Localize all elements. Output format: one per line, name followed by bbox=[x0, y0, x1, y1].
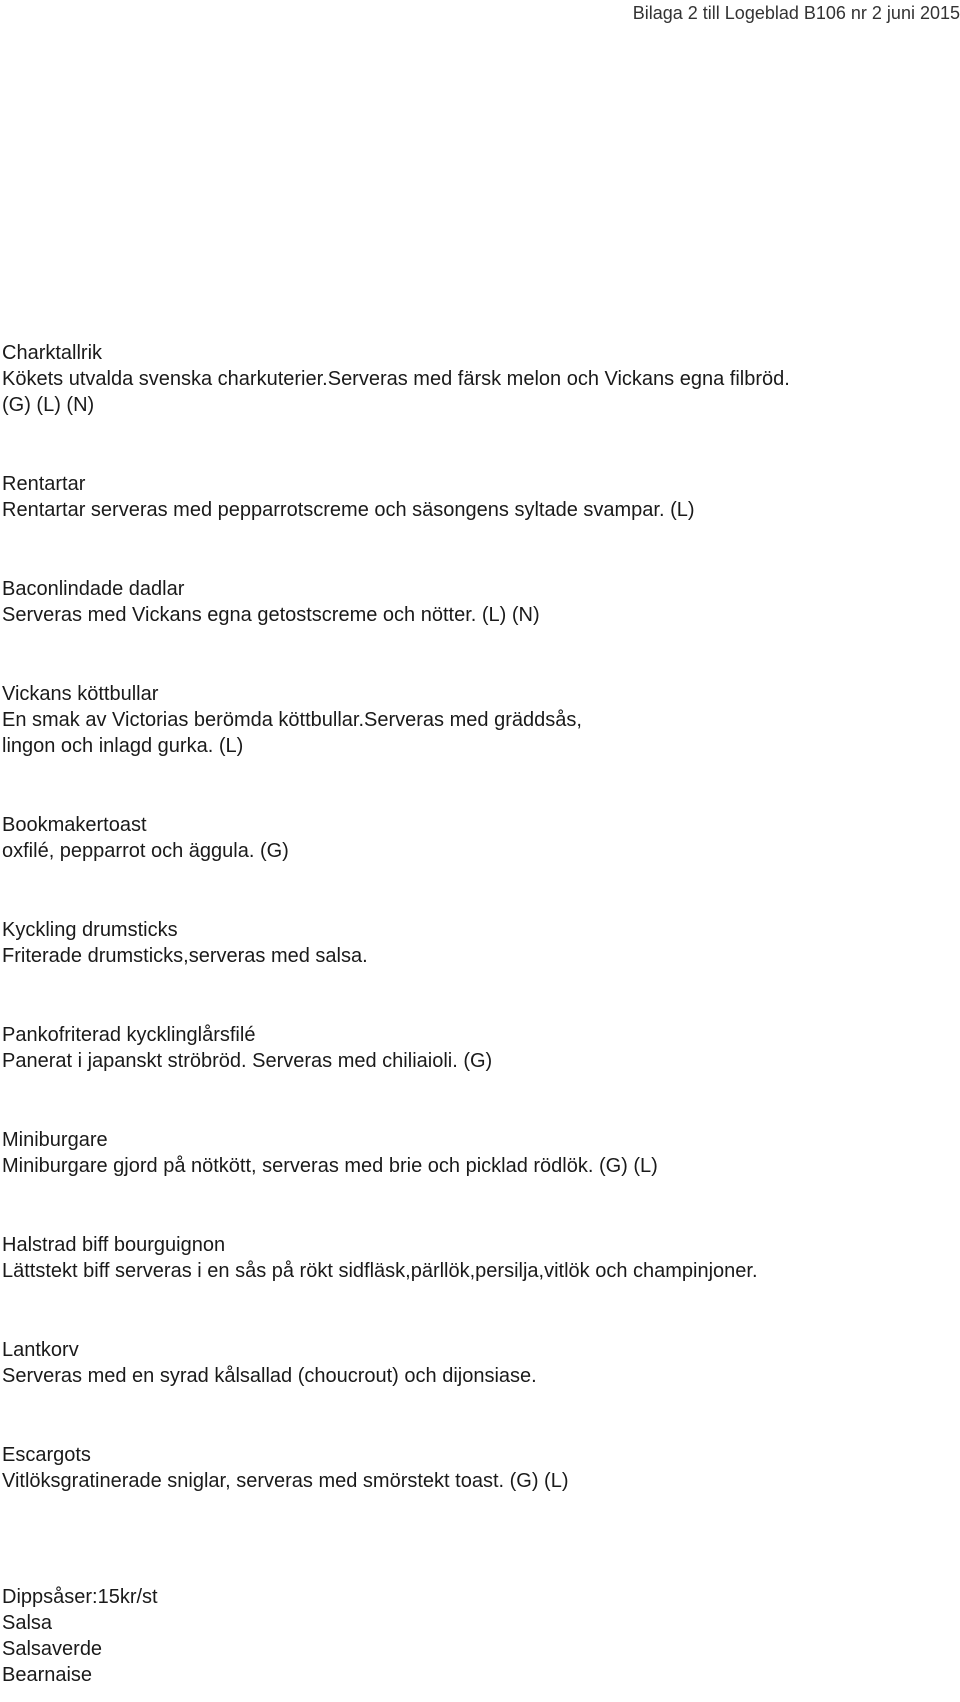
menu-item bbox=[2, 1232, 952, 1284]
menu-item-description: (G) (L) (N) bbox=[2, 394, 95, 416]
menu-item-description: lingon och inlagd gurka. (L) bbox=[2, 735, 244, 757]
menu-item bbox=[2, 471, 952, 523]
menu-item-title: Kyckling drumsticks bbox=[2, 919, 178, 941]
menu-item-title: Lantkorv bbox=[2, 1339, 79, 1361]
menu-item-title: Rentartar bbox=[2, 473, 86, 495]
menu-item-description: Panerat i japanskt ströbröd. Serveras med chiliaioli. (G) bbox=[2, 1050, 493, 1072]
dip-item: Salsa bbox=[2, 1612, 53, 1634]
menu-item-description: oxfilé, pepparrot och äggula. (G) bbox=[2, 840, 289, 862]
menu-item bbox=[2, 1442, 952, 1494]
menu-item-title: Pankofriterad kycklinglårsfilé bbox=[2, 1024, 256, 1046]
menu-item-title: Miniburgare bbox=[2, 1129, 108, 1151]
menu-item-title: Halstrad biff bourguignon bbox=[2, 1234, 226, 1256]
menu-item bbox=[2, 812, 952, 864]
menu-item-description: Vitlöksgratinerade sniglar, serveras med smörstekt toast. (G) (L) bbox=[2, 1470, 569, 1492]
menu-item bbox=[2, 1127, 952, 1179]
menu-item bbox=[2, 1022, 952, 1074]
menu-item bbox=[2, 681, 952, 759]
menu-item-title: Bookmakertoast bbox=[2, 814, 147, 836]
dip-item: Bearnaise bbox=[2, 1664, 93, 1686]
menu-item-title: Escargots bbox=[2, 1444, 91, 1466]
page-header: Bilaga 2 till Logeblad B106 nr 2 juni 2015 bbox=[632, 3, 960, 23]
dips-section bbox=[2, 1584, 952, 1688]
menu-item-description: Serveras med en syrad kålsallad (choucrout) och dijonsiase. bbox=[2, 1365, 537, 1387]
menu-item bbox=[2, 340, 952, 418]
menu-item-title: Baconlindade dadlar bbox=[2, 578, 185, 600]
menu-item-description: Rentartar serveras med pepparrotscreme och säsongens syltade svampar. (L) bbox=[2, 499, 695, 521]
menu-item-description: Friterade drumsticks,serveras med salsa. bbox=[2, 945, 368, 967]
menu-list bbox=[2, 340, 952, 1688]
menu-item-title: Vickans köttbullar bbox=[2, 683, 159, 705]
menu-item-description: Miniburgare gjord på nötkött, serveras med brie och picklad rödlök. (G) (L) bbox=[2, 1155, 658, 1177]
dips-heading: Dippsåser:15kr/st bbox=[2, 1586, 158, 1608]
menu-item-description: Serveras med Vickans egna getostscreme och nötter. (L) (N) bbox=[2, 604, 540, 626]
menu-item-title: Charktallrik bbox=[2, 342, 103, 364]
menu-item-description: Kökets utvalda svenska charkuterier.Serveras med färsk melon och Vickans egna filbröd. bbox=[2, 368, 790, 390]
menu-item bbox=[2, 576, 952, 628]
menu-item-description: Lättstekt biff serveras i en sås på rökt sidfläsk,pärllök,persilja,vitlök och champinjoner. bbox=[2, 1260, 758, 1282]
menu-item bbox=[2, 917, 952, 969]
menu-item bbox=[2, 1337, 952, 1389]
dip-item: Salsaverde bbox=[2, 1638, 103, 1660]
menu-item-description: En smak av Victorias berömda köttbullar.Serveras med gräddsås, bbox=[2, 709, 582, 731]
